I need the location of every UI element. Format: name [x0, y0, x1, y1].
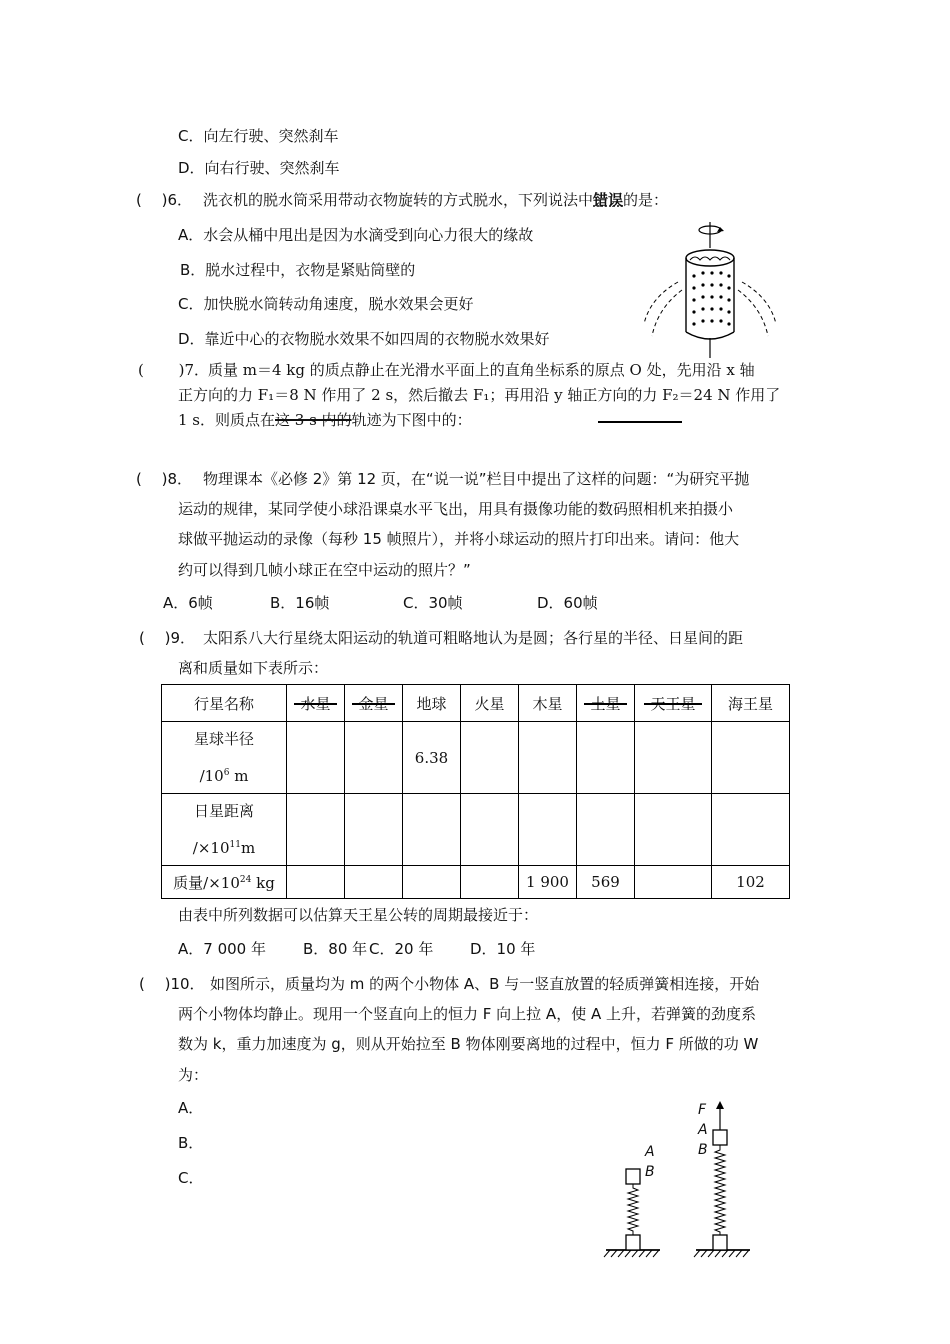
- q6-stem: [203, 190, 668, 210]
- table-cell: [519, 794, 577, 866]
- table-header-cell: 海王星: [712, 685, 790, 722]
- q6-option-a: A．水会从桶中甩出是因为水滴受到向心力很大的缘故: [178, 226, 534, 244]
- q6-stem-after: 的是：: [623, 191, 669, 209]
- q6-number: ( )6．: [136, 191, 193, 209]
- q5-option-c: C．向左行驶、突然刹车: [178, 127, 339, 145]
- table-cell: [461, 722, 519, 794]
- q7-line-3-struck: 这 3 s 内的: [275, 411, 352, 429]
- table-cell: [712, 794, 790, 866]
- spring-blocks-figure: [600, 1095, 760, 1260]
- table-cell: 6.38: [403, 722, 461, 794]
- distance-label-line-1: 日星距离: [193, 802, 254, 820]
- table-cell: 569: [577, 866, 635, 899]
- table-cell: [461, 794, 519, 866]
- table-cell: [287, 794, 345, 866]
- table-header-cell: 水星: [287, 685, 345, 722]
- table-cell: [519, 722, 577, 794]
- q7-line-3-start: 1 s．则质点在: [178, 411, 276, 429]
- q8-option-d: D．60帧: [537, 594, 598, 612]
- table-header-cell: 金星: [345, 685, 403, 722]
- q6-option-c: C．加快脱水筒转动角速度，脱水效果会更好: [178, 295, 474, 313]
- q9-option-d: D．10 年: [470, 940, 536, 958]
- table-header-cell: 土星: [577, 685, 635, 722]
- fig-label-b-left: B: [645, 1164, 655, 1180]
- q9-option-a: A．7 000 年: [178, 940, 266, 958]
- table-cell: [577, 794, 635, 866]
- distance-label-cell: [162, 794, 287, 866]
- q9-line-1: 太阳系八大行星绕太阳运动的轨道可粗略地认为是圆；各行星的半径、日星间的距: [203, 629, 744, 647]
- q10-option-b: B．: [178, 1134, 204, 1152]
- q6-stem-before: 洗衣机的脱水筒采用带动衣物旋转的方式脱水，下列说法中: [203, 191, 594, 209]
- table-cell: [345, 794, 403, 866]
- q7-answer-blank-line: [598, 421, 682, 423]
- q10-line-1: 如图所示，质量均为 m 的两个小物体 A、B 与一竖直放置的轻质弹簧相连接，开始: [210, 975, 760, 993]
- table-header-cell: 木星: [519, 685, 577, 722]
- radius-label-cell: [162, 722, 287, 794]
- distance-label-line-2: $/\times 10^{11}m$: [192, 839, 256, 857]
- table-cell: [345, 866, 403, 899]
- q6-stem-emphasis: 错误: [593, 191, 624, 209]
- q8-line-3: 球做平抛运动的录像（每秒 15 帧照片），并将小球运动的照片打印出来。请问：他大: [178, 530, 740, 548]
- table-cell: [461, 866, 519, 899]
- table-header-cell: 天王星: [635, 685, 712, 722]
- q7-number: ( )7．: [138, 361, 210, 379]
- fig-label-f: F: [698, 1102, 707, 1118]
- table-cell: 1 900: [519, 866, 577, 899]
- q10-number: ( )10．: [139, 975, 205, 993]
- q8-option-b: B．16帧: [270, 594, 330, 612]
- q7-line-3: [178, 410, 472, 430]
- q8-option-c: C．30帧: [403, 594, 463, 612]
- table-cell: [635, 866, 712, 899]
- q9-option-c: C．20 年: [369, 940, 434, 958]
- q8-line-4: 约可以得到几帧小球正在空中运动的照片？”: [178, 561, 471, 579]
- table-header-cell: 行星名称: [162, 685, 287, 722]
- table-cell: [403, 866, 461, 899]
- fig-label-b-right: B: [698, 1142, 708, 1158]
- planet-data-table: [161, 684, 790, 899]
- spin-dryer-figure: [640, 218, 780, 363]
- table-cell: [287, 722, 345, 794]
- table-cell: [345, 722, 403, 794]
- q10-line-4: 为：: [178, 1066, 209, 1084]
- table-cell: [712, 722, 790, 794]
- table-header-cell: 地球: [403, 685, 461, 722]
- q8-option-a: A．6帧: [163, 594, 213, 612]
- q7-line-2: 正方向的力 F₁＝8 N 作用了 2 s，然后撤去 F₁；再用沿 y 轴正方向的力 F₂＝24 N 作用了: [178, 386, 781, 404]
- q9-line-2: 离和质量如下表所示：: [178, 659, 329, 677]
- q10-line-2: 两个小物体均静止。现用一个竖直向上的恒力 F 向上拉 A，使 A 上升，若弹簧的劲度系: [178, 1005, 756, 1023]
- table-row-mass: [162, 866, 790, 899]
- table-cell: [635, 722, 712, 794]
- q10-option-c: C．: [178, 1169, 204, 1187]
- q7-line-3-end: 轨迹为下图中的：: [351, 411, 472, 429]
- q8-line-1: 物理课本《必修 2》第 12 页，在“说一说”栏目中提出了这样的问题：“为研究平抛: [203, 470, 750, 488]
- radius-label-line-2: $/10^6$ m: [199, 767, 249, 785]
- q5-option-d: D．向右行驶、突然刹车: [178, 159, 340, 177]
- table-header-cell: 火星: [461, 685, 519, 722]
- q8-number: ( )8．: [136, 470, 193, 488]
- table-header-row: [162, 685, 790, 722]
- radius-label-line-1: 星球半径: [193, 730, 254, 748]
- table-cell: 102: [712, 866, 790, 899]
- table-cell: [403, 794, 461, 866]
- mass-label-cell: 质量$/\times 10^{24}$ kg: [162, 866, 287, 899]
- q7-line-1: 质量 m＝4 kg 的质点静止在光滑水平面上的直角坐标系的原点 O 处，先用沿 x 轴: [208, 361, 755, 379]
- q9-option-b: B．80 年: [303, 940, 368, 958]
- table-row-radius: [162, 722, 790, 794]
- table-cell: [577, 722, 635, 794]
- q10-line-3: 数为 k，重力加速度为 g，则从开始拉至 B 物体刚要离地的过程中，恒力 F 所做的功 W: [178, 1035, 759, 1053]
- fig-label-a-left: A: [645, 1144, 655, 1160]
- q10-option-a: A．: [178, 1099, 204, 1117]
- q8-line-2: 运动的规律，某同学使小球沿课桌水平飞出，用具有摄像功能的数码照相机来拍摄小: [178, 500, 734, 518]
- q9-number: ( )9．: [139, 629, 196, 647]
- table-cell: [635, 794, 712, 866]
- table-cell: [287, 866, 345, 899]
- q6-option-b: B．脱水过程中，衣物是紧贴筒壁的: [180, 261, 416, 279]
- q6-option-d: D．靠近中心的衣物脱水效果不如四周的衣物脱水效果好: [178, 330, 550, 348]
- q9-after-table: 由表中所列数据可以估算天王星公转的周期最接近于：: [178, 906, 539, 924]
- table-row-distance: [162, 794, 790, 866]
- fig-label-a-right: A: [698, 1122, 708, 1138]
